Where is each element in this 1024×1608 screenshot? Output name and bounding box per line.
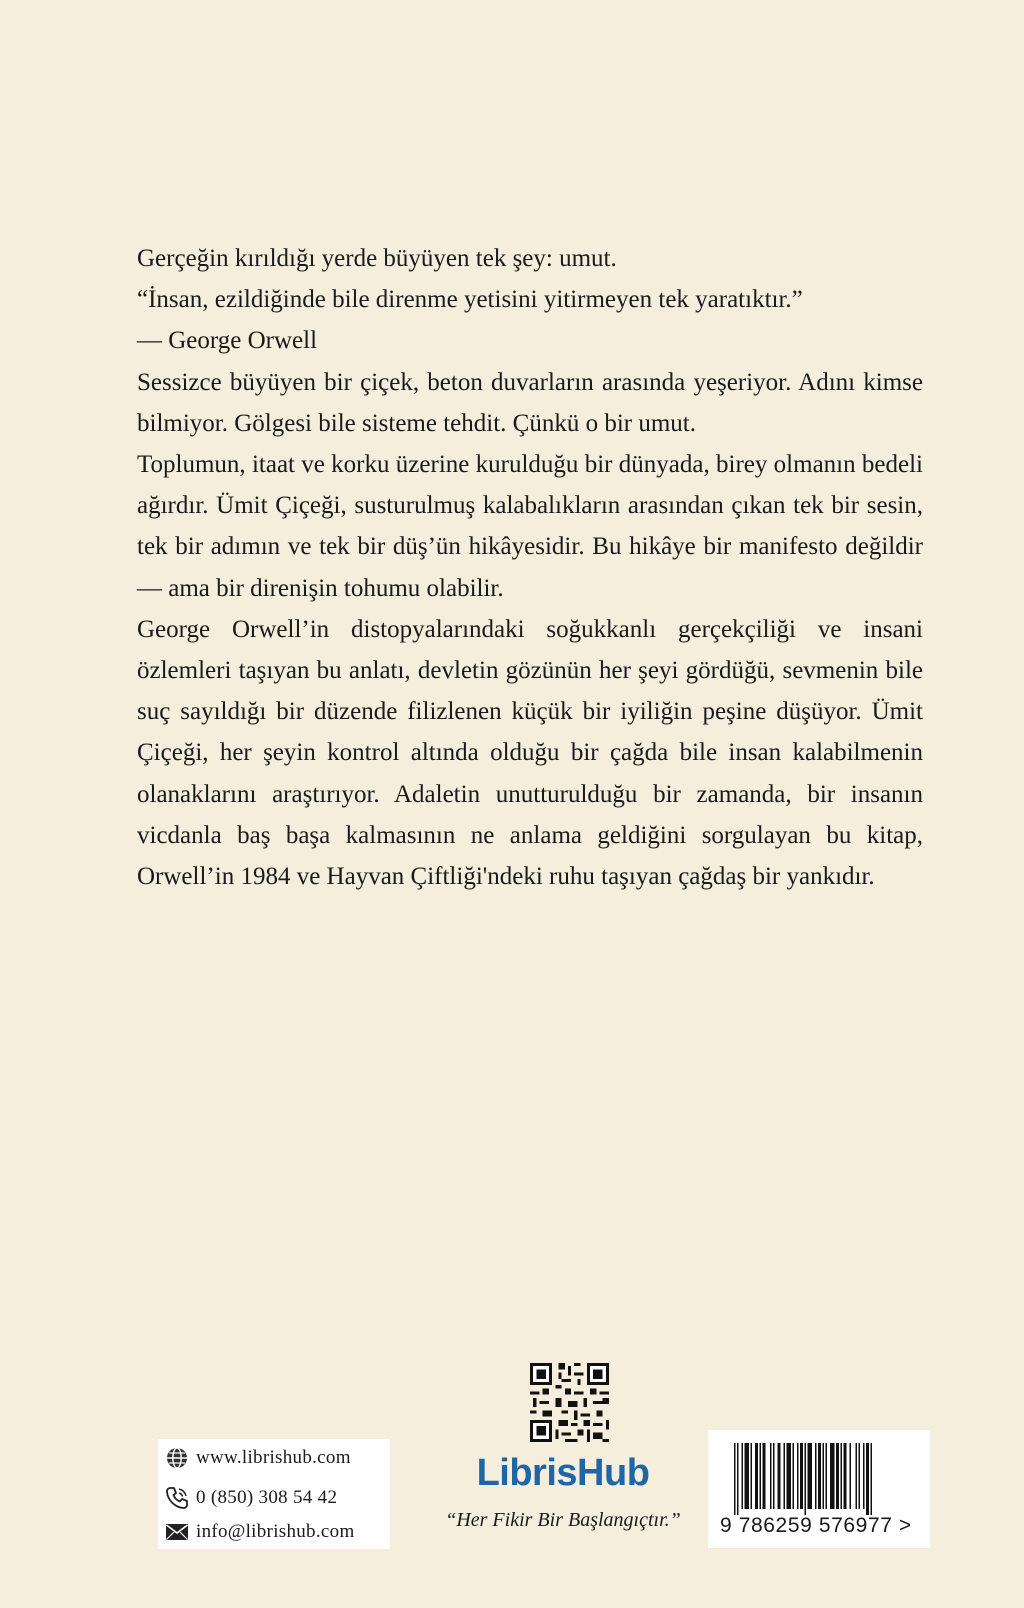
publisher-logo: LibrisHub [476, 1452, 650, 1494]
isbn-number: 9 786259 576977 > [720, 1514, 912, 1537]
barcode-bar [871, 1443, 873, 1515]
barcode-bar [818, 1443, 821, 1509]
barcode-bar [859, 1443, 861, 1509]
barcode-bar [784, 1443, 786, 1509]
barcode-bar [823, 1443, 825, 1509]
barcode-bar [751, 1443, 753, 1509]
barcode-bar [778, 1443, 781, 1509]
barcode-bar [734, 1443, 736, 1515]
publisher-motto: “Her Fikir Bir Başlangıçtır.” [445, 1509, 681, 1531]
blurb-paragraph-1: Sessizce büyüyen bir çiçek, beton duvarların arasında yeşeriyor. Adını kimse bilmiyor. Gölgesi bile sisteme tehdit. Çünkü o bir umut. [137, 368, 923, 437]
email-link[interactable]: info@librishub.com [196, 1521, 355, 1542]
barcode-bar [826, 1443, 828, 1509]
blurb-paragraph-2: Toplumun, itaat ve korku üzerine kurulduğu bir dünyada, birey olmanın bedeli ağırdır. Ümit Çiçeği, susturulmuş kalabalıkların arasından çıkan tek bir sesin, tek bir adımın ve tek bir düş’ün hikâyesidir. Bu hikâye bir manifesto değildir — ama bir direnişin tohumu olabilir. [137, 451, 923, 602]
barcode-bar [844, 1443, 847, 1509]
blurb-paragraph-3: George Orwell’in distopyalarındaki soğukkanlı gerçekçiliği ve insani özlemleri taşıyan bu anlatı, devletin gözünün her şeyi gördüğü, sevmenin bile suç sayıldığı bir düzende filizlenen küçük bir iyiliğin peşine düşüyor. Ümit Çiçeği, her şeyin kontrol altında olduğu bir çağda bile insan kalabilmenin olanaklarını araştırıyor. Adaletin unutturulduğu bir zamanda, bir insanın vicdanla baş başa kalmasının ne anlama geldiğini sorgulayan bu kitap, Orwell’in 1984 ve Hayvan Çiftliği'ndeki ruhu taşıyan çağdaş bir yankıdır. [137, 615, 923, 891]
barcode-bar [755, 1443, 758, 1509]
quote-author: — George Orwell [137, 327, 318, 355]
orwell-quote: “İnsan, ezildiğinde bile direnme yetisini yitirmeyen tek yaratıktır.” [137, 286, 803, 314]
barcode-bar [841, 1443, 843, 1509]
isbn-barcode [708, 1430, 930, 1548]
barcode-bar [805, 1443, 807, 1515]
contact-info-box [158, 1439, 390, 1549]
back-cover-blurb [137, 238, 923, 897]
website-link[interactable]: www.librishub.com [196, 1447, 351, 1468]
barcode-bar [742, 1443, 744, 1509]
email-row [164, 1519, 355, 1545]
barcode-bar [763, 1443, 766, 1509]
barcode-bar [830, 1443, 835, 1509]
barcode-bar [797, 1443, 799, 1509]
barcode-bars [734, 1443, 914, 1515]
barcode-bar [856, 1443, 858, 1509]
barcode-bar [773, 1443, 775, 1509]
barcode-bar [800, 1443, 803, 1509]
barcode-bar [770, 1443, 772, 1509]
barcode-bar [863, 1443, 865, 1509]
barcode-bar [760, 1443, 762, 1509]
phone-icon [164, 1485, 190, 1511]
tagline: Gerçeğin kırıldığı yerde büyüyen tek şey: umut. [137, 245, 617, 272]
qr-code-icon[interactable] [530, 1363, 609, 1442]
website-row [164, 1445, 351, 1471]
barcode-bar [737, 1443, 739, 1515]
barcode-bar [850, 1443, 852, 1509]
barcode-bar [836, 1443, 839, 1509]
barcode-bar [793, 1443, 795, 1509]
globe-icon [164, 1445, 190, 1471]
envelope-icon [164, 1519, 190, 1545]
phone-row [164, 1485, 337, 1511]
phone-number[interactable]: 0 (850) 308 54 42 [196, 1487, 338, 1508]
barcode-bar [787, 1443, 792, 1509]
barcode-bar [745, 1443, 750, 1509]
barcode-bar [808, 1443, 813, 1509]
barcode-bar [815, 1443, 817, 1509]
barcode-bar [866, 1443, 869, 1515]
